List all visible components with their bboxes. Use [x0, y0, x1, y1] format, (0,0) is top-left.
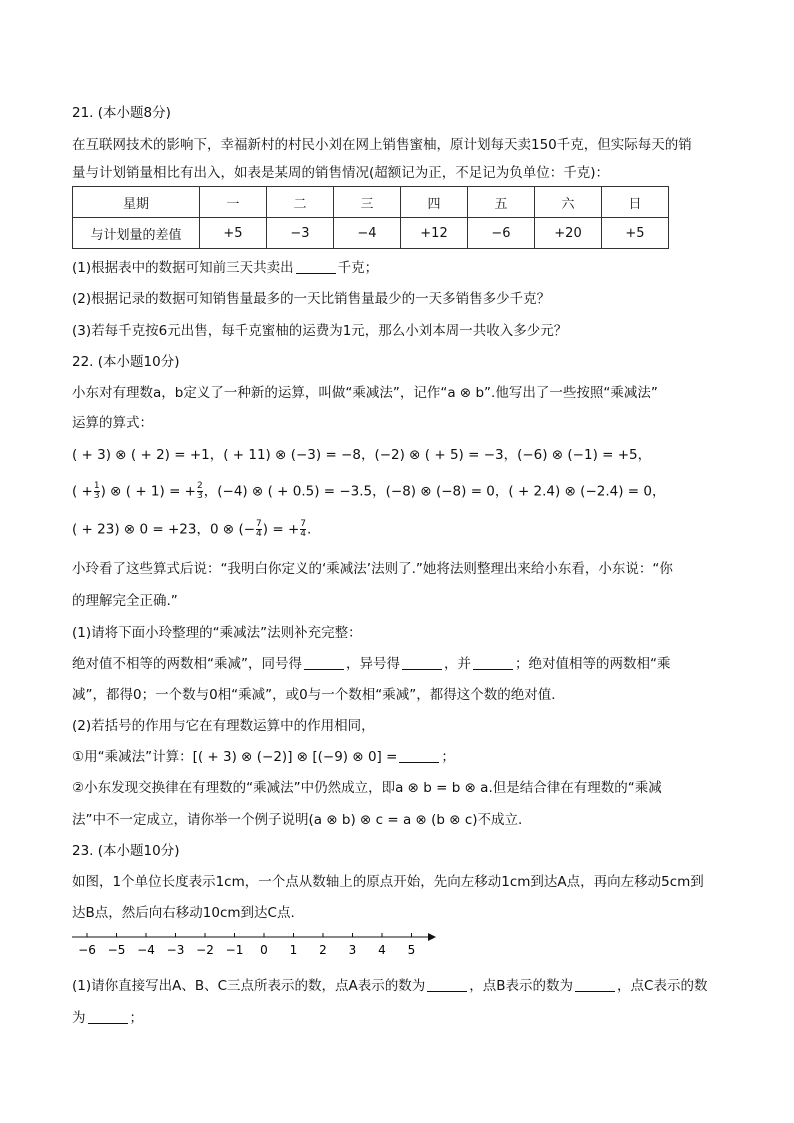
fraction-denominator: 4	[300, 529, 306, 539]
q23-sub-1	[72, 977, 707, 995]
rule-text: ；绝对值相等的两数相“乘	[515, 656, 671, 672]
table-cell: 日	[602, 187, 669, 218]
table-cell: 一	[200, 187, 267, 218]
q21-paragraph-1: 在互联网技术的影响下，幸福新村的村民小刘在网上销售蜜柚，原计划每天卖150千克，但实际每天的销	[72, 137, 692, 153]
table-cell: 六	[535, 187, 602, 218]
number-line	[70, 930, 440, 960]
sales-table	[72, 186, 669, 249]
q22-equations-2	[72, 482, 665, 501]
fraction-numerator: 7	[300, 519, 306, 529]
tick-label: −2	[196, 943, 214, 957]
fraction-denominator: 3	[197, 491, 203, 501]
q22-paragraph-3: 小玲看了这些算式后说：“我明白你定义的‘乘减法’法则了.”她将法则整理出来给小东看，小东说：“你	[72, 561, 673, 577]
table-cell: 星期	[73, 187, 200, 218]
q21-sub-3: (3)若每千克按6元出售，每千克蜜柚的运费为1元，那么小刘本周一共收入多少元？	[72, 323, 568, 339]
q23-sub-1-text: 为	[72, 1010, 86, 1026]
q23-sub-1-text: ；	[129, 1010, 143, 1026]
q21-sub-1-text: (1)根据表中的数据可知前三天共卖出	[72, 260, 294, 276]
eq-text: ( + 23) ⊗ 0 = +23，0 ⊗ (−	[72, 521, 256, 538]
q22-equations-3	[72, 520, 311, 539]
table-cell: +5	[200, 218, 267, 249]
rule-text: ，异号得	[346, 656, 400, 672]
tick-label: 3	[348, 943, 357, 957]
table-cell: +5	[602, 218, 669, 249]
answer-blank	[402, 657, 442, 670]
table-row	[73, 187, 669, 218]
answer-blank	[427, 979, 467, 992]
tick-label: −1	[225, 943, 244, 957]
table-row	[73, 218, 669, 249]
table-cell: 四	[401, 187, 468, 218]
q22-calc-2-line-2: 法”中不一定成立，请你举一个例子说明(a ⊗ b) ⊗ c = a ⊗ (b ⊗ c)不成立.	[72, 812, 523, 828]
q22-rule-2: 减”，都得0；一个数与0相“乘减”，或0与一个数相“乘减”，都得这个数的绝对值.	[72, 687, 556, 703]
q23-sub-1-text: (1)请你直接写出A、B、C三点所表示的数，点A表示的数为	[72, 978, 426, 994]
q22-calc-1	[72, 748, 455, 766]
eq-text: ，(−4) ⊗ ( + 0.5) = −3.5，(−8) ⊗ (−8) = 0，( + 2.4) ⊗ (−2.4) = 0，	[203, 483, 666, 500]
eq-text: ( +	[72, 483, 93, 500]
q23-sub-1-cont	[72, 1009, 143, 1027]
q21-sub-1	[72, 259, 378, 277]
answer-blank	[296, 261, 336, 274]
fraction-numerator: 1	[93, 481, 100, 491]
rule-text: 绝对值不相等的两数相“乘减”，同号得	[72, 656, 302, 672]
q22-paragraph-1: 小东对有理数a，b定义了一种新的运算，叫做“乘减法”，记作“a ⊗ b”.他写出了一些按照“乘减法”	[72, 385, 658, 401]
tick-label: 4	[378, 943, 386, 957]
tick-label: −5	[107, 943, 126, 957]
table-cell: −4	[334, 218, 401, 249]
q21-sub-2: (2)根据记录的数据可知销售量最多的一天比销售量最少的一天多销售多少千克？	[72, 291, 551, 307]
answer-blank	[88, 1011, 128, 1024]
q22-paragraph-2: 运算的算式：	[72, 415, 153, 431]
fraction	[256, 520, 262, 539]
fraction	[197, 482, 203, 501]
table-cell: +20	[535, 218, 602, 249]
q22-header: 22. (本小题10分)	[72, 354, 180, 370]
eq-text: ) ⊗ ( + 1) = +	[100, 483, 196, 500]
q21-header: 21. (本小题8分)	[72, 105, 171, 121]
q22-equations-1: ( + 3) ⊗ ( + 2) = +1，( + 11) ⊗ (−3) = −8，(−2) ⊗ ( + 5) = −3，(−6) ⊗ (−1) = +5，	[72, 447, 652, 463]
q22-calc-2-line-1: ②小东发现交换律在有理数的“乘减法”中仍然成立，即a ⊗ b = b ⊗ a.但是结合律在有理数的“乘减	[72, 780, 662, 796]
table-cell: 二	[267, 187, 334, 218]
answer-blank	[399, 750, 439, 763]
q22-rule-1	[72, 655, 671, 673]
rule-text: ，并	[444, 656, 471, 672]
q21-paragraph-2: 量与计划销量相比有出入，如表是某周的销售情况(超额记为正，不足记为负单位：千克)：	[72, 165, 610, 181]
tick-label: 1	[289, 943, 298, 957]
fraction-numerator: 7	[256, 519, 262, 529]
q22-sub-2: (2)若括号的作用与它在有理数运算中的作用相同，	[72, 718, 375, 734]
calc-text: ①用“乘减法”计算：[( + 3) ⊗ (−2)] ⊗ [(−9) ⊗ 0] =	[72, 749, 398, 765]
answer-blank	[304, 657, 344, 670]
tick-label: −6	[78, 943, 96, 957]
table-cell: −3	[267, 218, 334, 249]
table-cell: 五	[468, 187, 535, 218]
answer-blank	[575, 979, 615, 992]
eq-text: ) = +	[262, 521, 300, 538]
answer-blank	[473, 657, 513, 670]
q22-sub-1: (1)请将下面小玲整理的“乘减法”法则补充完整：	[72, 625, 362, 641]
table-cell: 与计划量的差值	[73, 218, 200, 249]
tick-label: −4	[137, 943, 155, 957]
eq-text: .	[307, 521, 312, 538]
tick-label: 0	[260, 943, 268, 957]
q23-header: 23. (本小题10分)	[72, 843, 180, 859]
q22-paragraph-4: 的理解完全正确.”	[72, 593, 178, 609]
q23-sub-1-text: ，点C表示的数	[617, 978, 708, 994]
table-cell: −6	[468, 218, 535, 249]
table-cell: +12	[401, 218, 468, 249]
fraction-denominator: 3	[93, 491, 100, 501]
fraction	[300, 520, 306, 539]
tick-label: 5	[407, 943, 416, 957]
q23-sub-1-text: ，点B表示的数为	[469, 978, 574, 994]
tick-label: 2	[319, 943, 327, 957]
fraction-denominator: 4	[256, 529, 262, 539]
calc-text: ；	[441, 749, 455, 765]
tick-label: −3	[166, 943, 185, 957]
q21-sub-1-unit: 千克；	[337, 260, 379, 276]
arrow-icon	[428, 933, 436, 941]
q23-paragraph-2: 达B点，然后向右移动10cm到达C点.	[72, 905, 295, 921]
q23-paragraph-1: 如图，1个单位长度表示1cm，一个点从数轴上的原点开始，先向左移动1cm到达A点，再向左移动5cm到	[72, 874, 704, 890]
fraction	[94, 482, 100, 501]
fraction-numerator: 2	[197, 481, 203, 491]
table-cell: 三	[334, 187, 401, 218]
